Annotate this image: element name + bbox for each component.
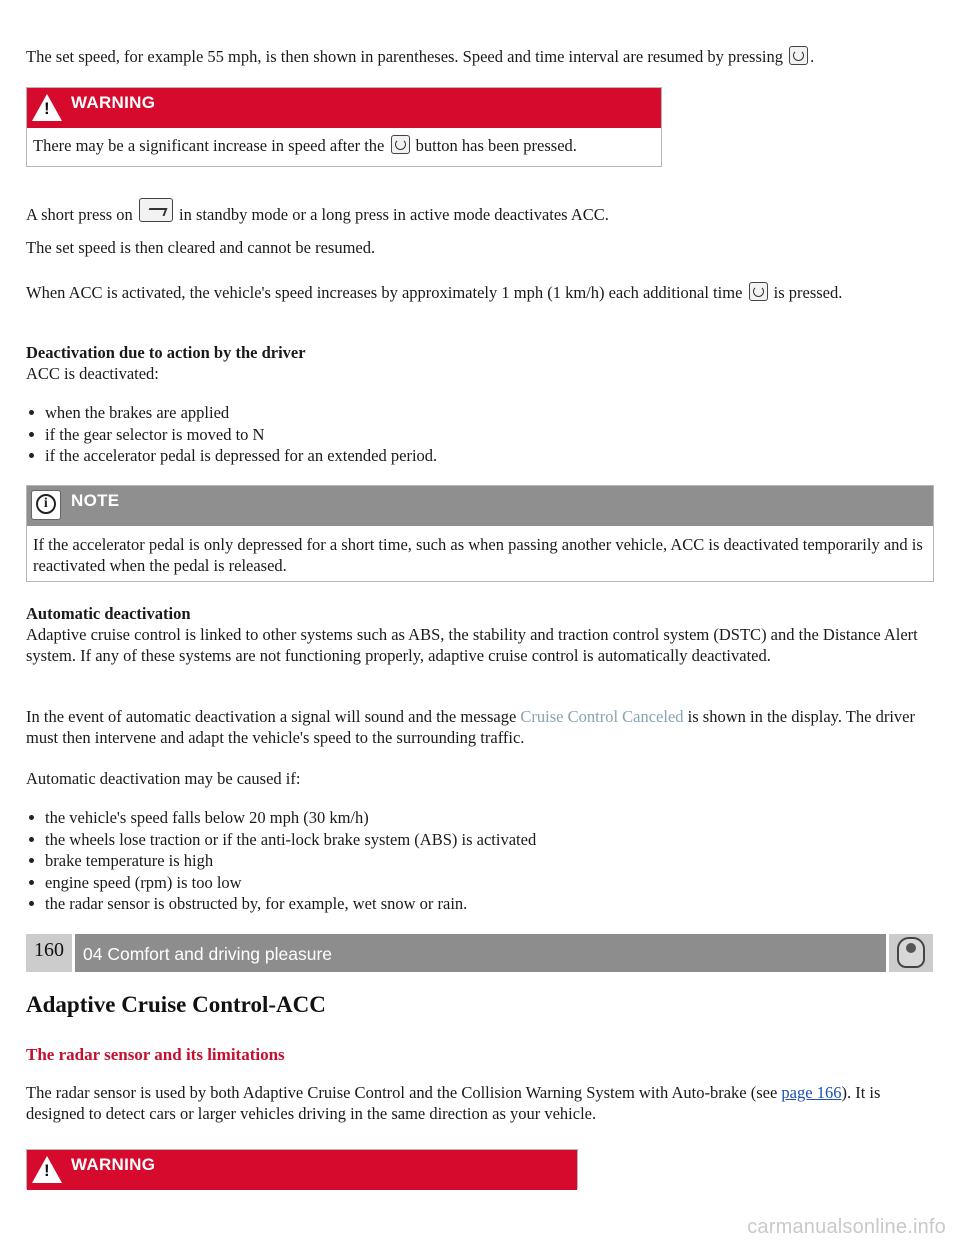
list-item: the radar sensor is obstructed by, for example, wet snow or rain.: [26, 893, 926, 915]
cleared-paragraph: The set speed is then cleared and cannot be resumed.: [26, 238, 376, 257]
list-item: if the accelerator pedal is depressed for an extended period.: [26, 445, 926, 467]
automatic-deactivation-event: In the event of automatic deactivation a signal will sound and the message Cruise Control Canceled is shown in the display. The driver must then intervene and adapt the vehicle's speed to the surrounding traffic.: [26, 707, 915, 747]
warning-triangle-icon: [31, 1154, 63, 1186]
watermark: carmanualsonline.info: [747, 1216, 946, 1238]
chapter-banner: [26, 934, 933, 972]
list-item: if the gear selector is moved to N: [26, 424, 926, 446]
chapter-title: 04 Comfort and driving pleasure: [75, 934, 886, 972]
page-number: 160: [26, 934, 72, 972]
automatic-deactivation-text: Adaptive cruise control is linked to other systems such as ABS, the stability and traction control system (DSTC) and the Distance Alert system. If any of these systems are not functioning properly, adaptive cruise control is automatically deactivated.: [26, 625, 918, 665]
set-speed-end: .: [810, 47, 815, 66]
section-subtitle: The radar sensor and its limitations: [26, 1045, 285, 1064]
warning-box: [26, 87, 662, 167]
on-off-icon: [139, 198, 173, 222]
resume-icon: [749, 282, 768, 301]
radar-sensor-paragraph: The radar sensor is used by both Adaptive Cruise Control and the Collision Warning System with Auto-brake (see page 166). It is designed to detect cars or larger vehicles driving in the same direction as your vehicle.: [26, 1083, 881, 1123]
warning-header-2: [27, 1150, 577, 1190]
automatic-deactivation-heading: Automatic deactivation: [26, 604, 191, 623]
increase-paragraph: When ACC is activated, the vehicle's speed increases by approximately 1 mph (1 km/h) each additional time is pressed.: [26, 283, 843, 302]
driver-deactivation-intro: ACC is deactivated:: [26, 364, 159, 383]
short-press-paragraph: A short press on in standby mode or a long press in active mode deactivates ACC.: [26, 198, 938, 225]
note-header: [27, 486, 933, 526]
display-message: Cruise Control Canceled: [520, 707, 684, 726]
warning-body: There may be a significant increase in speed after the button has been pressed.: [33, 136, 577, 155]
driver-deactivation-list: [26, 402, 926, 467]
set-speed-text: The set speed, for example 55 mph, is then shown in parentheses. Speed and time interval are resumed by pressing: [26, 47, 788, 66]
driver-deactivation-heading: Deactivation due to action by the driver: [26, 343, 306, 362]
resume-icon: [391, 135, 410, 154]
list-item: when the brakes are applied: [26, 402, 926, 424]
note-box: [26, 485, 934, 582]
warning-triangle-icon: [31, 92, 63, 124]
list-item: engine speed (rpm) is too low: [26, 872, 926, 894]
list-item: the wheels lose traction or if the anti-lock brake system (ABS) is activated: [26, 829, 926, 851]
section-title: Adaptive Cruise Control-ACC: [26, 992, 326, 1017]
list-item: brake temperature is high: [26, 850, 926, 872]
warning-header: [27, 88, 661, 128]
list-item: the vehicle's speed falls below 20 mph (30 km/h): [26, 807, 926, 829]
resume-icon: [789, 46, 808, 65]
warning-label: WARNING: [71, 93, 156, 112]
automatic-deactivation-causes: [26, 807, 926, 915]
info-icon: [31, 490, 63, 522]
automatic-deactivation-causes-intro: Automatic deactivation may be caused if:: [26, 769, 301, 788]
seat-comfort-icon: [889, 934, 933, 972]
warning-label-2: WARNING: [71, 1155, 156, 1174]
page-link[interactable]: page 166: [781, 1083, 842, 1102]
note-body: If the accelerator pedal is only depressed for a short time, such as when passing another vehicle, ACC is deactivated temporarily and is reactivated when the pedal is released.: [33, 535, 923, 575]
set-speed-paragraph: [26, 46, 938, 67]
note-label: NOTE: [71, 491, 120, 510]
warning-box-2: [26, 1149, 578, 1189]
